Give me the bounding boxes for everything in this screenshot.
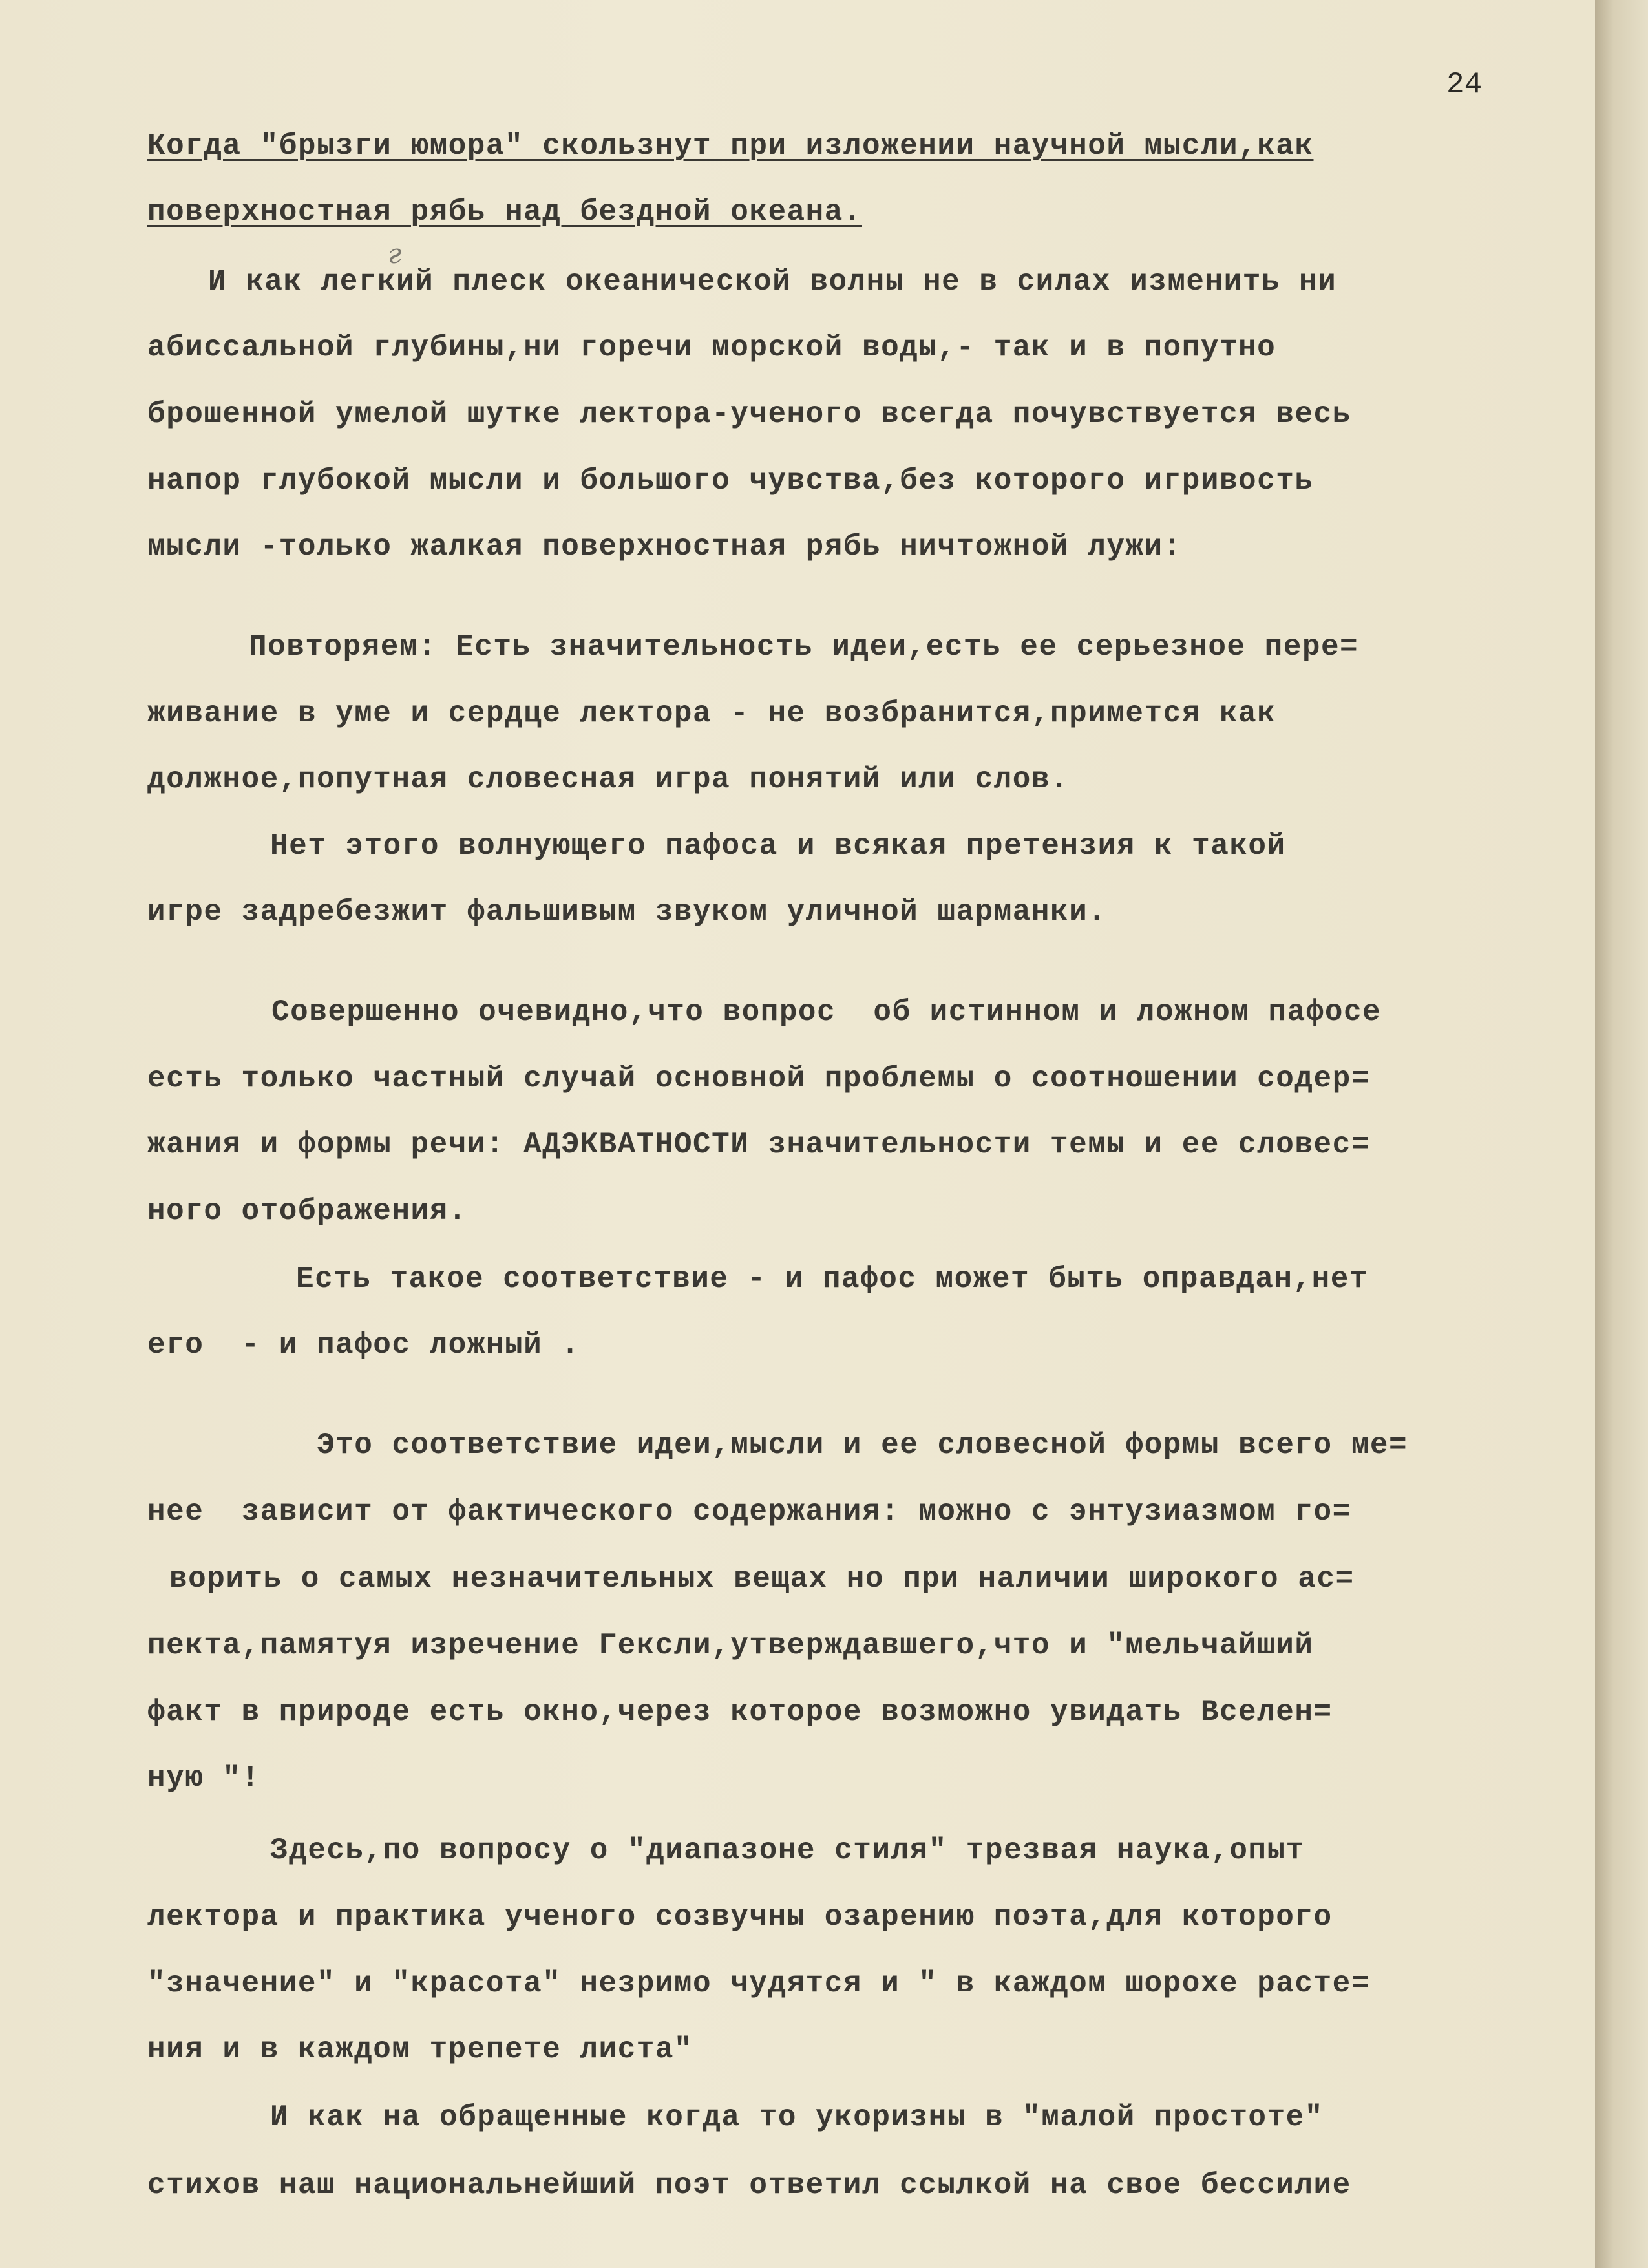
text-line: ворить о самых незначительных вещах но при наличии широкого ас= bbox=[169, 1562, 1355, 1596]
text-line: Здесь,по вопросу о "диапазоне стиля" трезвая наука,опыт bbox=[270, 1834, 1305, 1867]
pencil-mark: г bbox=[388, 238, 402, 270]
text-line: стихов наш национальнейший поэт ответил ссылкой на свое бессилие bbox=[147, 2168, 1351, 2202]
text-line: есть только частный случай основной проблемы о соотношении содер= bbox=[147, 1062, 1370, 1096]
text-line: Повторяем: Есть значительность идеи,есть ее серьезное пере= bbox=[249, 630, 1359, 664]
text-line: И как на обращенные когда то укоризны в "малой простоте" bbox=[270, 2101, 1324, 2134]
page-number: 24 bbox=[1446, 68, 1483, 101]
page-edge-shadow bbox=[1595, 0, 1648, 2268]
text-line: Нет этого волнующего пафоса и всякая претензия к такой bbox=[270, 829, 1286, 863]
text-line: ного отображения. bbox=[147, 1194, 467, 1228]
text-line: его - и пафос ложный . bbox=[147, 1328, 580, 1362]
text-line: пекта,памятуя изречение Гексли,утверждавшего,что и "мельчайший bbox=[147, 1629, 1314, 1662]
text-line: мысли -только жалкая поверхностная рябь ничтожной лужи: bbox=[147, 530, 1182, 564]
text-line: напор глубокой мысли и большого чувства,без которого игривость bbox=[147, 464, 1314, 498]
text-line: абиссальной глубины,ни горечи морской воды,- так и в попутно bbox=[147, 331, 1276, 365]
text-line: нее зависит от фактического содержания: можно с энтузиазмом го= bbox=[147, 1495, 1351, 1529]
text-line: Это соответствие идеи,мысли и ее словесной формы всего ме= bbox=[317, 1428, 1408, 1462]
text-line: Есть такое соответствие - и пафос может быть оправдан,нет bbox=[296, 1262, 1368, 1296]
text-line: игре задребезжит фальшивым звуком уличной шарманки. bbox=[147, 895, 1107, 929]
text-line: "значение" и "красота" незримо чудятся и " в каждом шорохе расте= bbox=[147, 1967, 1370, 2000]
text-line: жания и формы речи: АДЭКВАТНОСТИ значительности темы и ее словес= bbox=[147, 1128, 1370, 1161]
text-line: ную "! bbox=[147, 1761, 260, 1795]
text-line: лектора и практика ученого созвучны озарению поэта,для которого bbox=[147, 1900, 1333, 1934]
text-line: должное,попутная словесная игра понятий или слов. bbox=[147, 763, 1070, 796]
text-line: факт в природе есть окно,через которое возможно увидать Вселен= bbox=[147, 1695, 1333, 1729]
text-line: Совершенно очевидно,что вопрос об истинном и ложном пафосе bbox=[271, 995, 1382, 1029]
text-line: И как легкий плеск океанической волны не в силах изменить ни bbox=[208, 265, 1337, 299]
text-line: ния и в каждом трепете листа" bbox=[147, 2033, 693, 2066]
text-line: Когда "брызги юмора" скользнут при изложении научной мысли,как bbox=[147, 129, 1314, 163]
text-line: брошенной умелой шутке лектора-ученого всегда почувствуется весь bbox=[147, 397, 1351, 431]
text-line: живание в уме и сердце лектора - не возбранится,примется как bbox=[147, 697, 1276, 730]
text-line: поверхностная рябь над бездной океана. bbox=[147, 195, 862, 229]
